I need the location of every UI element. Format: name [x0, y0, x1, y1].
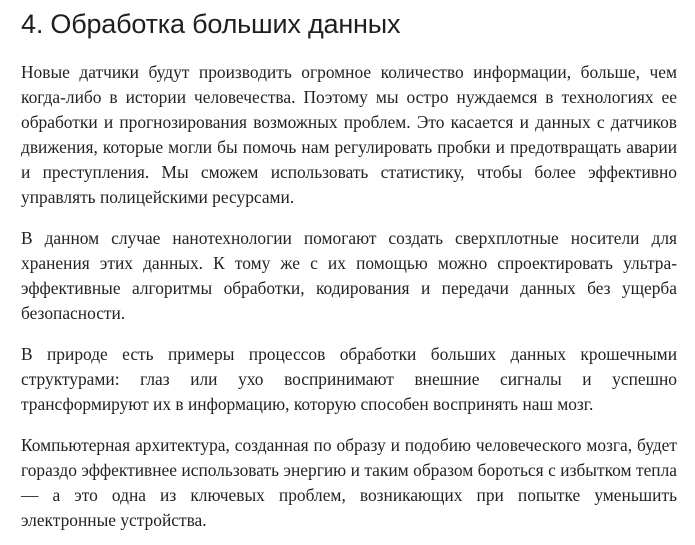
- section-heading: 4. Обработка больших данных: [21, 9, 401, 39]
- paragraph-4: Компьютерная архитектура, созданная по образу и подобию человеческого мозга, будет гораздо эффективнее использовать энергию и таким образом бороться с избытком тепла — а это одна из ключевых проблем, возникающих при попытке уменьшить электронные устройства.: [21, 435, 677, 530]
- paragraph-3: В природе есть примеры процессов обработки больших данных крошечными структурами: глаз или ухо воспринимают внешние сигналы и успешно трансформируют их в информацию, которую способен воспринять наш мозг.: [21, 344, 677, 414]
- paragraph-1: Новые датчики будут производить огромное количество информации, больше, чем когда-либо в истории человечества. Поэтому мы остро нуждаемся в технологиях ее обработки и прогнозирования возможных проблем. Это касается и данных с датчиков движения, которые могли бы помочь нам регулировать пробки и предотвращать аварии и преступления. Мы сможем использовать статистику, чтобы более эффективно управлять полицейскими ресурсами.: [21, 62, 677, 207]
- paragraph-2: В данном случае нанотехнологии помогают создать сверхплотные носители для хранения этих данных. К тому же с их помощью можно спроектировать ультра-эффективные алгоритмы обработки, кодирования и передачи данных без ущерба безопасности.: [21, 228, 677, 323]
